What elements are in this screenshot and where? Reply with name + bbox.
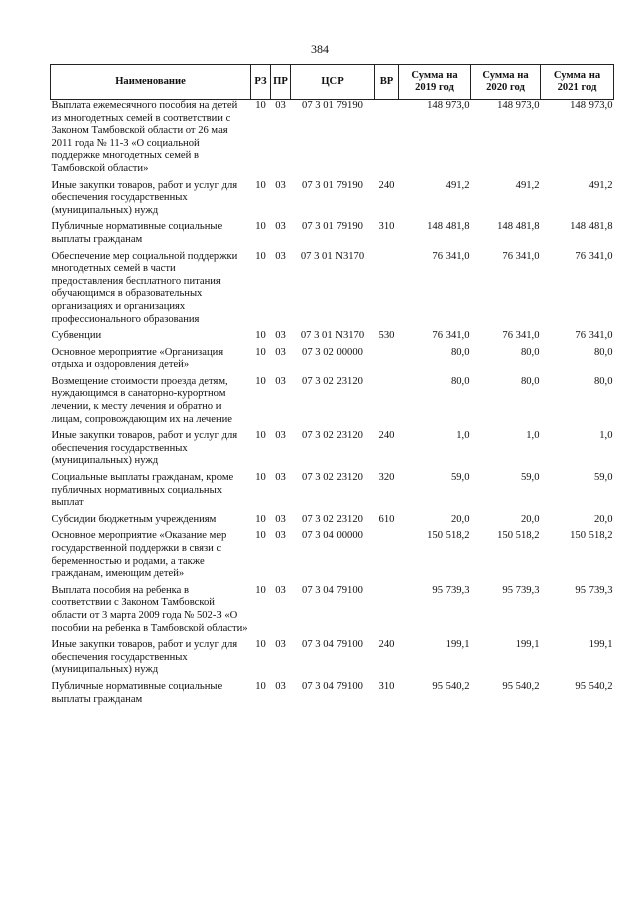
row-name: Возмещение стоимости проезда детям, нуждающимся в санаторно-курортном лечении, к месту лечения и обратно и лицам, сопровождающим их на лечение bbox=[51, 375, 232, 425]
row-name: Основное мероприятие «Организация отдыха и оздоровления детей» bbox=[51, 346, 224, 371]
row-rz: 10 bbox=[255, 430, 266, 442]
row-rz: 10 bbox=[255, 680, 266, 692]
row-rz: 10 bbox=[255, 100, 266, 111]
row-sum-2021: 148 481,8 bbox=[570, 221, 613, 233]
row-pr: 03 bbox=[275, 513, 286, 525]
row-sum-2019: 80,0 bbox=[450, 346, 470, 358]
row-pr: 03 bbox=[275, 179, 286, 191]
row-vr bbox=[375, 100, 399, 180]
row-sum-2019: 148 973,0 bbox=[427, 100, 470, 111]
row-sum-2021: 76 341,0 bbox=[575, 330, 613, 342]
row-rz: 10 bbox=[255, 330, 266, 342]
row-csr: 07 3 02 23120 bbox=[302, 472, 363, 484]
header-sum-2019: Сумма на 2019 год bbox=[399, 65, 471, 100]
row-vr: 240 bbox=[378, 639, 395, 651]
row-sum-2020: 20,0 bbox=[520, 513, 540, 525]
row-sum-2021: 59,0 bbox=[593, 472, 613, 484]
row-vr: 320 bbox=[378, 472, 395, 484]
row-csr: 07 3 01 79190 bbox=[302, 100, 363, 111]
row-vr bbox=[375, 376, 399, 430]
row-csr: 07 3 04 79100 bbox=[302, 680, 363, 692]
row-vr bbox=[375, 585, 399, 639]
row-rz: 10 bbox=[255, 472, 266, 484]
row-csr: 07 3 01 79190 bbox=[302, 179, 363, 191]
row-rz: 10 bbox=[255, 250, 266, 262]
row-sum-2021: 76 341,0 bbox=[575, 250, 613, 262]
row-vr bbox=[375, 347, 399, 376]
row-sum-2019: 148 481,8 bbox=[427, 221, 470, 233]
row-sum-2021: 95 540,2 bbox=[575, 680, 613, 692]
row-name: Выплата пособия на ребенка в соответствии с Законом Тамбовской области от 3 марта 2009 года № 502-З «О пособии на ребенка в Тамбовской области» bbox=[51, 584, 248, 634]
table-row bbox=[51, 681, 614, 710]
row-sum-2020: 199,1 bbox=[515, 639, 540, 651]
row-name: Социальные выплаты гражданам, кроме публичных нормативных социальных выплат bbox=[51, 472, 234, 509]
row-sum-2021: 491,2 bbox=[588, 179, 613, 191]
row-csr: 07 3 02 23120 bbox=[302, 430, 363, 442]
row-sum-2021: 80,0 bbox=[593, 375, 613, 387]
row-sum-2020: 1,0 bbox=[526, 430, 540, 442]
row-pr: 03 bbox=[275, 472, 286, 484]
row-vr: 610 bbox=[378, 513, 395, 525]
row-rz: 10 bbox=[255, 639, 266, 651]
row-sum-2020: 148 973,0 bbox=[497, 100, 540, 111]
table-row bbox=[51, 347, 614, 376]
row-sum-2021: 148 973,0 bbox=[570, 100, 613, 111]
table-row bbox=[51, 530, 614, 584]
row-pr: 03 bbox=[275, 584, 286, 596]
row-pr: 03 bbox=[275, 639, 286, 651]
row-pr: 03 bbox=[275, 430, 286, 442]
row-sum-2019: 59,0 bbox=[450, 472, 470, 484]
row-csr: 07 3 04 79100 bbox=[302, 639, 363, 651]
header-vr: ВР bbox=[375, 65, 399, 100]
header-csr: ЦСР bbox=[291, 65, 375, 100]
row-rz: 10 bbox=[255, 179, 266, 191]
row-vr bbox=[375, 251, 399, 331]
row-sum-2020: 95 540,2 bbox=[502, 680, 540, 692]
row-vr: 310 bbox=[378, 680, 395, 692]
row-name: Выплата ежемесячного пособия на детей из многодетных семей в соответствии с Законом Тамбовской области от 26 мая 2011 года № 11-З «О социальной поддержке многодетных семей в Тамбовской области» bbox=[51, 100, 238, 174]
row-sum-2020: 80,0 bbox=[520, 346, 540, 358]
row-sum-2020: 59,0 bbox=[520, 472, 540, 484]
row-sum-2020: 95 739,3 bbox=[502, 584, 540, 596]
budget-table bbox=[50, 64, 614, 710]
row-sum-2021: 150 518,2 bbox=[570, 530, 613, 542]
row-sum-2020: 76 341,0 bbox=[502, 250, 540, 262]
row-csr: 07 3 02 23120 bbox=[302, 513, 363, 525]
row-name: Субвенции bbox=[51, 330, 102, 342]
row-name: Публичные нормативные социальные выплаты гражданам bbox=[51, 221, 223, 245]
row-pr: 03 bbox=[275, 330, 286, 342]
row-name: Основное мероприятие «Оказание мер государственной поддержки в связи с беременностью и родами, а также гражданам, имеющим детей» bbox=[51, 530, 227, 580]
row-pr: 03 bbox=[275, 250, 286, 262]
row-pr: 03 bbox=[275, 680, 286, 692]
row-pr: 03 bbox=[275, 346, 286, 358]
row-pr: 03 bbox=[275, 375, 286, 387]
row-sum-2020: 148 481,8 bbox=[497, 221, 540, 233]
table-row bbox=[51, 100, 614, 180]
row-sum-2019: 95 540,2 bbox=[432, 680, 470, 692]
page-number: 384 bbox=[311, 42, 329, 56]
row-name: Иные закупки товаров, работ и услуг для обеспечения государственных (муниципальных) нужд bbox=[51, 179, 238, 216]
row-csr: 07 3 01 N3170 bbox=[300, 330, 365, 342]
row-sum-2021: 20,0 bbox=[593, 513, 613, 525]
row-rz: 10 bbox=[255, 375, 266, 387]
row-sum-2021: 95 739,3 bbox=[575, 584, 613, 596]
row-vr bbox=[375, 530, 399, 584]
row-rz: 10 bbox=[255, 530, 266, 542]
row-name: Публичные нормативные социальные выплаты гражданам bbox=[51, 680, 223, 705]
row-csr: 07 3 04 00000 bbox=[302, 530, 363, 542]
row-pr: 03 bbox=[275, 530, 286, 542]
table-row bbox=[51, 514, 614, 531]
row-rz: 10 bbox=[255, 513, 266, 525]
row-csr: 07 3 02 00000 bbox=[302, 346, 363, 358]
row-sum-2021: 1,0 bbox=[599, 430, 613, 442]
row-sum-2019: 76 341,0 bbox=[432, 330, 470, 342]
row-pr: 03 bbox=[275, 100, 286, 111]
row-sum-2019: 76 341,0 bbox=[432, 250, 470, 262]
row-vr: 530 bbox=[378, 330, 395, 342]
row-rz: 10 bbox=[255, 221, 266, 233]
table-header bbox=[51, 65, 614, 100]
row-sum-2019: 199,1 bbox=[445, 639, 470, 651]
row-csr: 07 3 01 79190 bbox=[302, 221, 363, 233]
row-sum-2021: 80,0 bbox=[593, 346, 613, 358]
table-row bbox=[51, 180, 614, 222]
header-sum-2021: Сумма на 2021 год bbox=[541, 65, 614, 100]
row-sum-2019: 491,2 bbox=[445, 179, 470, 191]
row-pr: 03 bbox=[275, 221, 286, 233]
table-row bbox=[51, 472, 614, 514]
row-csr: 07 3 01 N3170 bbox=[300, 250, 365, 262]
row-name: Иные закупки товаров, работ и услуг для обеспечения государственных (муниципальных) нужд bbox=[51, 430, 238, 467]
table-body bbox=[51, 100, 614, 711]
table-row bbox=[51, 221, 614, 250]
row-sum-2019: 150 518,2 bbox=[427, 530, 470, 542]
row-name: Субсидии бюджетным учреждениям bbox=[51, 513, 217, 525]
row-sum-2019: 95 739,3 bbox=[432, 584, 470, 596]
row-sum-2020: 150 518,2 bbox=[497, 530, 540, 542]
row-sum-2021: 199,1 bbox=[588, 639, 613, 651]
row-sum-2019: 80,0 bbox=[450, 375, 470, 387]
row-sum-2019: 20,0 bbox=[450, 513, 470, 525]
row-sum-2020: 80,0 bbox=[520, 375, 540, 387]
header-sum-2020: Сумма на 2020 год bbox=[471, 65, 541, 100]
header-rz: РЗ bbox=[251, 65, 271, 100]
row-name: Обеспечение мер социальной поддержки многодетных семей в части предоставления бесплатного питания обучающимся в образовательных организациях и организациях профессионального образования bbox=[51, 250, 238, 325]
row-csr: 07 3 04 79100 bbox=[302, 584, 363, 596]
table-row bbox=[51, 639, 614, 681]
row-sum-2020: 76 341,0 bbox=[502, 330, 540, 342]
row-sum-2019: 1,0 bbox=[456, 430, 470, 442]
row-name: Иные закупки товаров, работ и услуг для обеспечения государственных (муниципальных) нужд bbox=[51, 639, 238, 676]
row-vr: 240 bbox=[378, 179, 395, 191]
row-sum-2020: 491,2 bbox=[515, 179, 540, 191]
row-rz: 10 bbox=[255, 584, 266, 596]
table-row bbox=[51, 330, 614, 347]
row-rz: 10 bbox=[255, 346, 266, 358]
row-csr: 07 3 02 23120 bbox=[302, 375, 363, 387]
row-vr: 310 bbox=[378, 221, 395, 233]
table-row bbox=[51, 430, 614, 472]
table-row bbox=[51, 251, 614, 331]
table-row bbox=[51, 585, 614, 639]
row-vr: 240 bbox=[378, 430, 395, 442]
header-pr: ПР bbox=[271, 65, 291, 100]
header-name: Наименование bbox=[51, 65, 251, 100]
table-row bbox=[51, 376, 614, 430]
